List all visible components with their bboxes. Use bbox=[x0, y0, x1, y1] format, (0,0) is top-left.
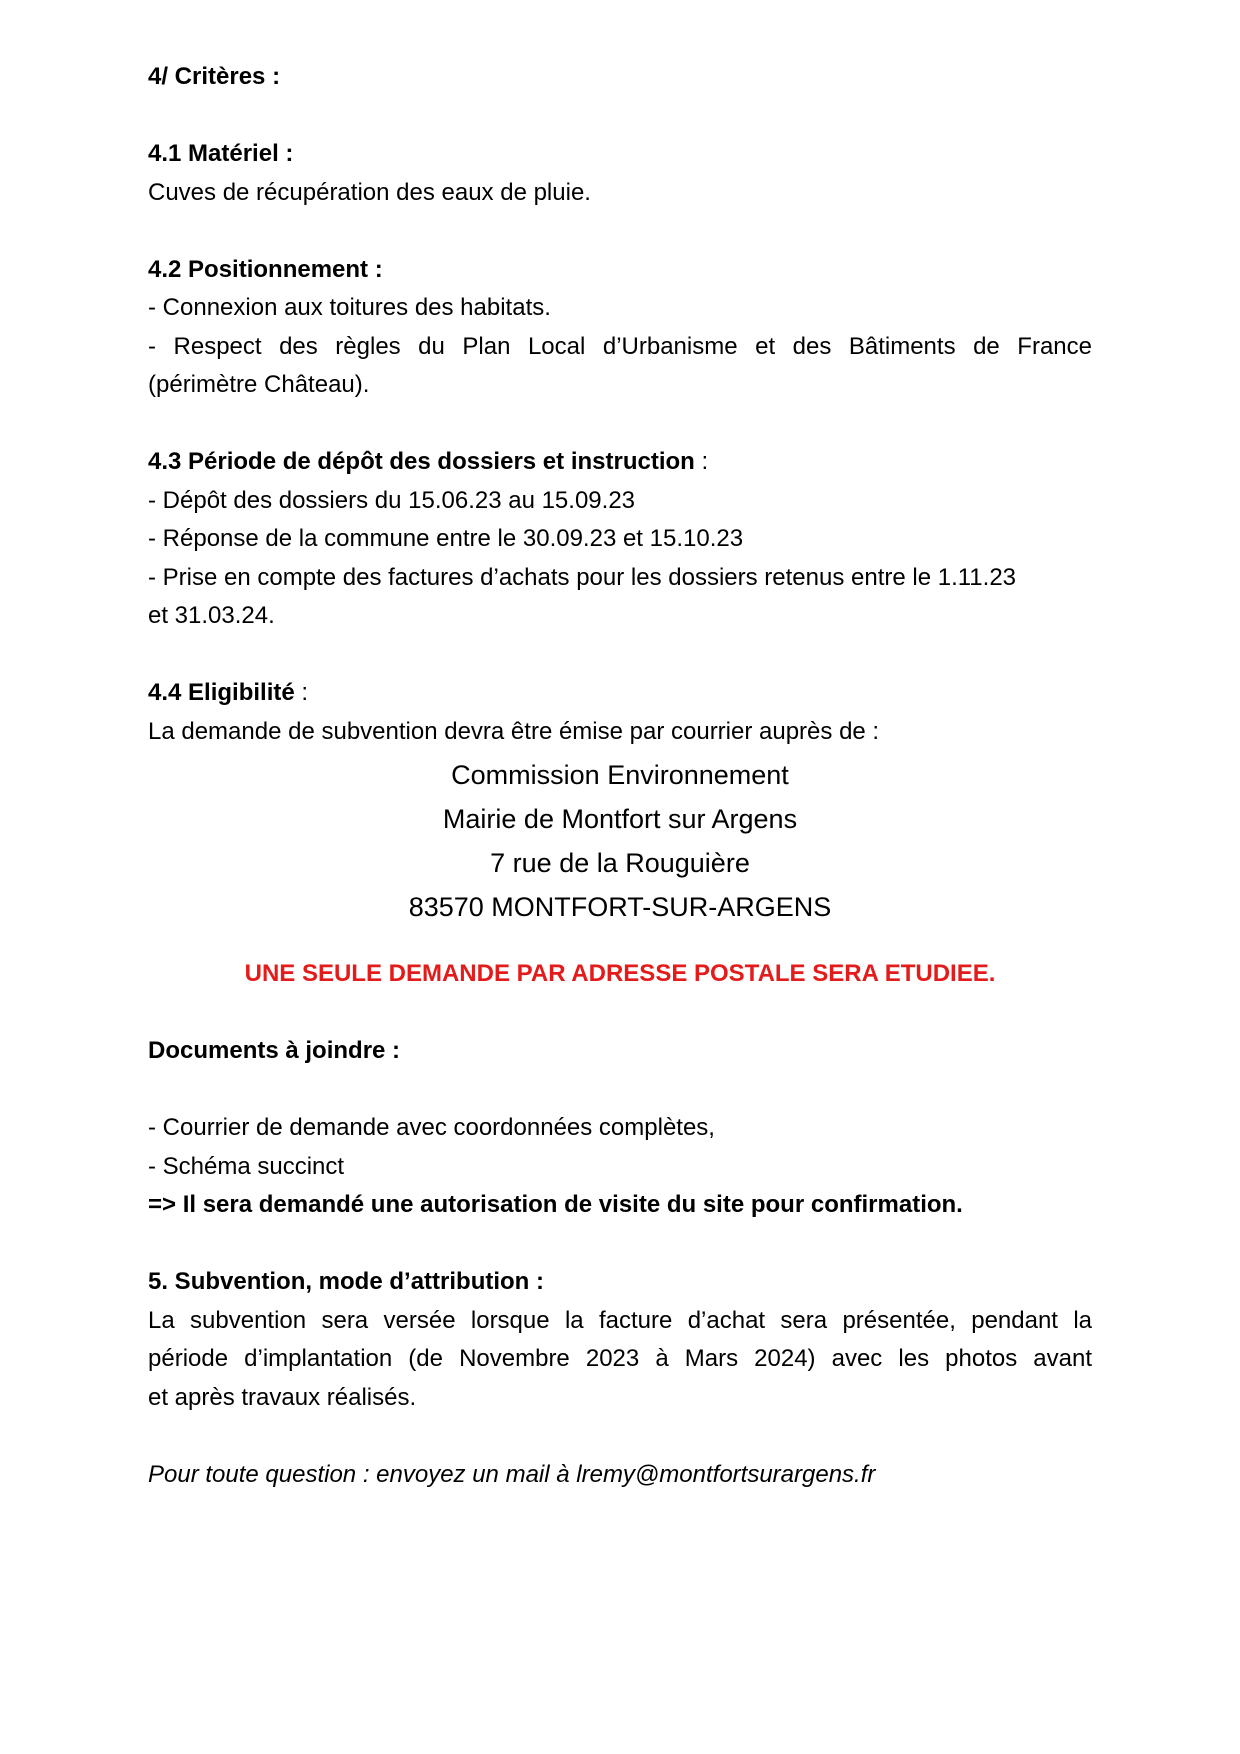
single-request-notice: UNE SEULE DEMANDE PAR ADRESSE POSTALE SERA ETUDIEE. bbox=[244, 960, 996, 987]
section-4-1-title: 4.1 Matériel : bbox=[148, 140, 294, 167]
section-4-2-item-continuation: (périmètre Château). bbox=[148, 371, 370, 398]
contact-email-link[interactable]: lremy@montfortsurargens.fr bbox=[576, 1460, 876, 1488]
section-4-4-title-suffix: : bbox=[294, 679, 309, 706]
spacer bbox=[148, 929, 1092, 955]
section-4-3-heading bbox=[148, 443, 1092, 482]
section-4-3-title-suffix: : bbox=[694, 448, 709, 475]
section-4-title: 4/ Critères : bbox=[148, 63, 281, 90]
section-5-text-line: et après travaux réalisés. bbox=[148, 1383, 417, 1411]
documents-item: - Courrier de demande avec coordonnées complètes, bbox=[148, 1114, 715, 1141]
spacer bbox=[148, 1071, 1092, 1110]
address-line-recipient: Commission Environnement bbox=[451, 760, 789, 790]
spacer bbox=[148, 1417, 1092, 1456]
contact-prefix: Pour toute question : envoyez un mail à bbox=[148, 1460, 577, 1488]
documents-title: Documents à joindre : bbox=[148, 1037, 401, 1064]
section-4-2-item: - Connexion aux toitures des habitats. bbox=[148, 294, 551, 321]
section-4-2-title: 4.2 Positionnement : bbox=[148, 255, 383, 283]
section-4-1-text: Cuves de récupération des eaux de pluie. bbox=[148, 178, 591, 206]
spacer bbox=[148, 212, 1092, 251]
address-line-street: 7 rue de la Rouguière bbox=[490, 848, 750, 878]
contact-line bbox=[148, 1456, 1092, 1495]
section-4-3-item-continuation: et 31.03.24. bbox=[148, 602, 275, 629]
spacer bbox=[148, 1225, 1092, 1264]
section-4-3-title: 4.3 Période de dépôt des dossiers et instruction bbox=[148, 448, 695, 475]
section-4-3-item: - Prise en compte des factures d’achats pour les dossiers retenus entre le 1.11.23 bbox=[148, 563, 1017, 591]
spacer bbox=[148, 405, 1092, 444]
documents-visit-note: => Il sera demandé une autorisation de visite du site pour confirmation. bbox=[148, 1191, 963, 1218]
spacer bbox=[148, 636, 1092, 675]
section-4-4-text: La demande de subvention devra être émise par courrier auprès de : bbox=[148, 717, 880, 745]
section-4-2-item: - Respect des règles du Plan Local d’Urbanisme et des Bâtiments de France bbox=[148, 332, 1092, 360]
documents-item: - Schéma succinct bbox=[148, 1152, 345, 1180]
address-line-city: 83570 MONTFORT-SUR-ARGENS bbox=[408, 892, 832, 922]
section-4-4-heading bbox=[148, 674, 1092, 713]
section-5-title: 5. Subvention, mode d’attribution : bbox=[148, 1268, 544, 1295]
section-5-text-line: période d’implantation (de Novembre 2023 à Mars 2024) avec les photos avant bbox=[148, 1345, 1092, 1372]
document-page bbox=[148, 58, 1092, 1494]
section-4-3-item: - Dépôt des dossiers du 15.06.23 au 15.09.23 bbox=[148, 486, 636, 514]
section-5-text-line: La subvention sera versée lorsque la facture d’achat sera présentée, pendant la bbox=[148, 1306, 1092, 1334]
address-line-organization: Mairie de Montfort sur Argens bbox=[442, 804, 798, 834]
spacer bbox=[148, 97, 1092, 136]
section-4-4-title: 4.4 Eligibilité bbox=[148, 679, 295, 706]
section-4-3-item: - Réponse de la commune entre le 30.09.23 et 15.10.23 bbox=[148, 525, 744, 552]
postal-address bbox=[148, 753, 1092, 929]
spacer bbox=[148, 994, 1092, 1033]
